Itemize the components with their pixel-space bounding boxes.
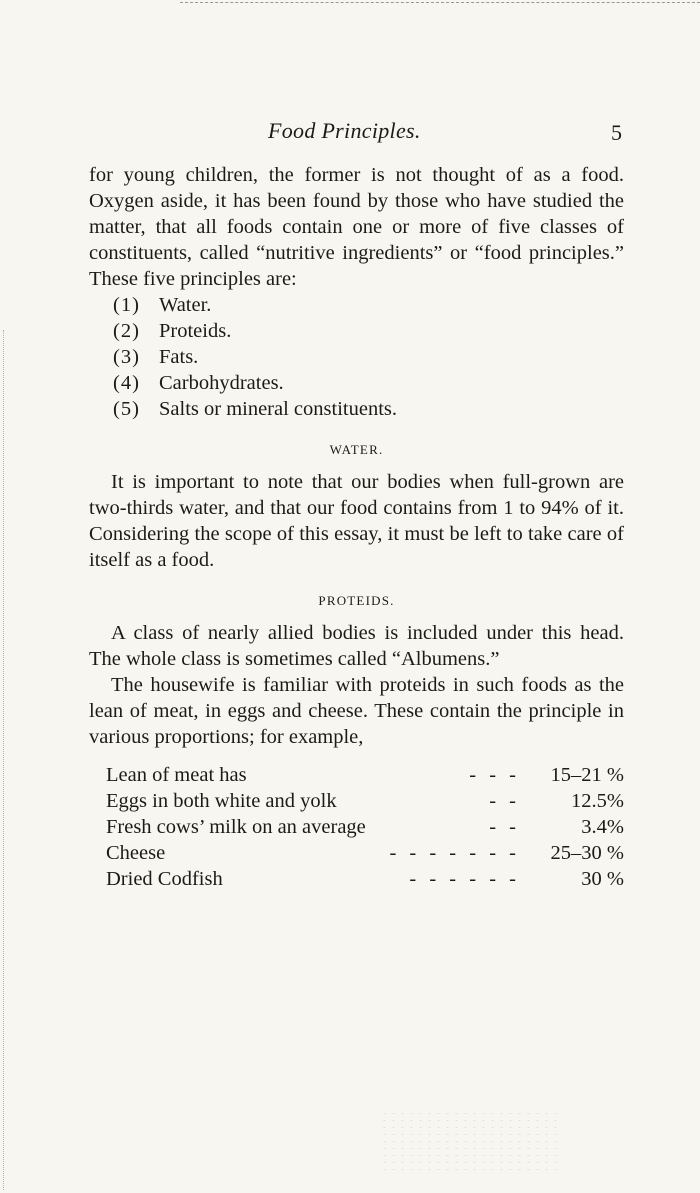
list-label: Water. xyxy=(159,294,212,316)
proteids-paragraph-1: A class of nearly allied bodies is included under this head. The whole class is sometimes called “Albumens.” xyxy=(89,622,624,670)
table-row xyxy=(106,840,624,866)
proteids-heading: PROTEIDS. xyxy=(318,593,395,608)
example-label: Dried Codfish xyxy=(106,868,223,890)
list-item xyxy=(113,344,624,370)
page-number: 5 xyxy=(611,120,622,145)
water-heading: WATER. xyxy=(329,442,384,457)
example-label: Eggs in both white and yolk xyxy=(106,790,337,812)
example-label: Lean of meat has xyxy=(106,764,247,786)
list-item xyxy=(113,370,624,396)
table-row xyxy=(106,788,624,814)
list-number: (1) xyxy=(113,294,140,316)
top-edge-rule xyxy=(180,2,700,3)
paper-specks xyxy=(380,1110,560,1170)
page-left-edge xyxy=(3,330,4,1190)
example-value: 3.4% xyxy=(581,816,624,838)
list-item xyxy=(113,292,624,318)
page-body xyxy=(89,162,624,892)
leader-dashes: - - xyxy=(489,816,520,838)
list-label: Salts or mineral constituents. xyxy=(159,398,397,420)
water-paragraph: It is important to note that our bodies when full-grown are two-thirds water, and that our food contains from 1 to 94% of it. Considering the scope of this essay, it must be left to take care of itself as a food. xyxy=(89,471,624,571)
example-label: Fresh cows’ milk on an average xyxy=(106,816,366,838)
leader-dashes: - - xyxy=(489,790,520,812)
list-number: (2) xyxy=(113,320,140,342)
example-value: 15–21 % xyxy=(550,764,624,786)
list-label: Fats. xyxy=(159,346,199,368)
example-label: Cheese xyxy=(106,842,166,864)
example-value: 30 % xyxy=(581,868,624,890)
list-item xyxy=(113,318,624,344)
list-label: Proteids. xyxy=(159,320,232,342)
principles-list xyxy=(89,292,624,422)
example-value: 12.5% xyxy=(571,790,624,812)
table-row xyxy=(106,814,624,840)
list-item xyxy=(113,396,624,422)
leader-dashes: - - - - - - - xyxy=(389,842,520,864)
table-row xyxy=(106,762,624,788)
list-number: (4) xyxy=(113,372,140,394)
leader-dashes: - - - xyxy=(469,764,520,786)
running-header xyxy=(0,118,700,148)
running-title: Food Principles. xyxy=(268,118,421,143)
proteid-examples-table xyxy=(89,762,624,892)
example-value: 25–30 % xyxy=(550,842,624,864)
list-label: Carbohydrates. xyxy=(159,372,284,394)
table-row xyxy=(106,866,624,892)
list-number: (5) xyxy=(113,398,140,420)
leader-dashes: - - - - - - xyxy=(409,868,520,890)
intro-paragraph: for young children, the former is not thought of as a food. Oxygen aside, it has been found by those who have studied the matter, that all foods contain one or more of five classes of constituents, called “nutritive ingredients” or “food principles.” These five principles are: xyxy=(89,164,624,290)
proteids-paragraph-2: The housewife is familiar with proteids in such foods as the lean of meat, in eggs and cheese. These contain the principle in various proportions; for example, xyxy=(89,674,624,748)
list-number: (3) xyxy=(113,346,140,368)
